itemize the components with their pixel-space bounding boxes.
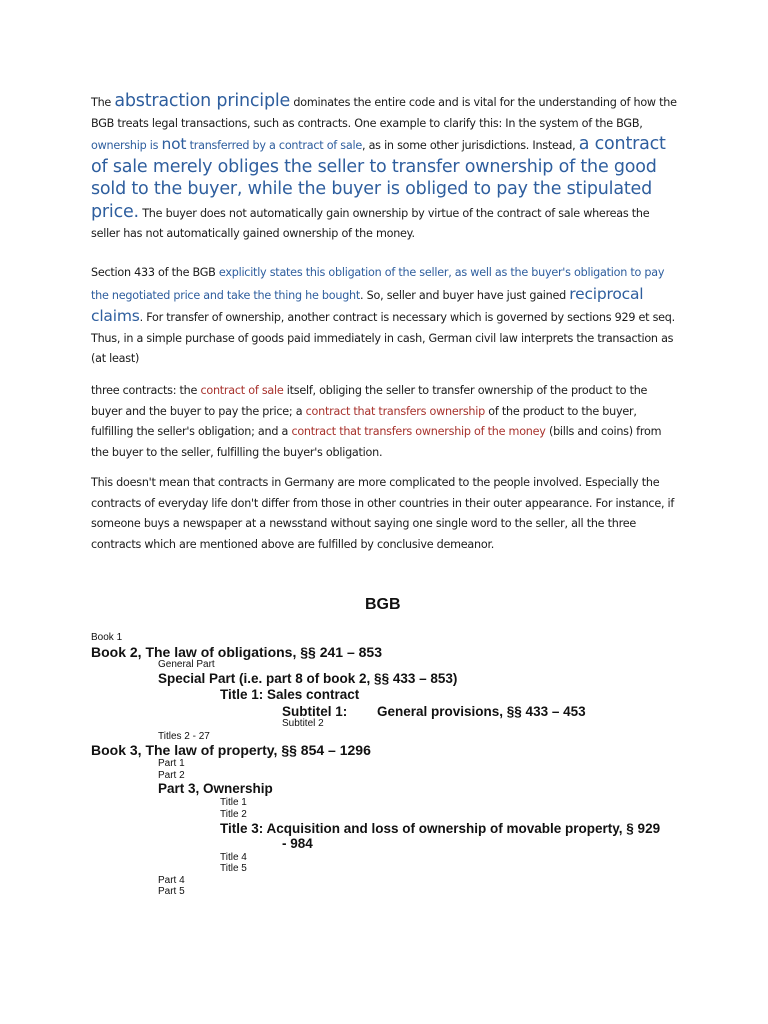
outline-part-2: Part 2 <box>158 770 185 781</box>
text-span: . For transfer of ownership, another contract is necessary which is governed by sections 929 et seq. Thus, in a simple purchase of goods paid immediately in cash, German civil law interprets the transaction as (at least) <box>91 311 675 365</box>
outline-special-part: Special Part (i.e. part 8 of book 2, §§ 433 – 853) <box>158 671 458 686</box>
outline-part-1: Part 1 <box>158 758 185 769</box>
text-span: three contracts: the <box>91 384 201 397</box>
term-contract-of-sale: contract of sale <box>200 384 284 397</box>
outline-titles-2-27: Titles 2 - 27 <box>158 731 210 742</box>
text-span: . So, seller and buyer have just gained <box>360 288 570 302</box>
outline-part-3-title-1: Title 1 <box>220 797 247 808</box>
highlight-obligations: explicitly states this obligation of the seller, as well as the buyer's obligation to pay the negotiated price and take the thing he bought <box>91 266 665 302</box>
text-span: dominates the entire code and is vital for the understanding of how the BGB treats legal transactions, such as contracts. One example to clarify this: In the system of the BGB, <box>91 96 677 130</box>
paragraph-abstraction-principle <box>91 91 681 245</box>
term-contract-transfers-ownership: contract that transfers ownership <box>305 404 485 418</box>
highlight-span: ownership is <box>91 139 162 152</box>
text-span: , as in some other jurisdictions. Instead, <box>361 139 579 152</box>
highlight-span: transferred by a contract of sale <box>186 139 362 152</box>
outline-book-3: Book 3, The law of property, §§ 854 – 1296 <box>91 742 371 758</box>
outline-part-3-title-4: Title 4 <box>220 852 247 863</box>
paragraph-everyday-contracts: This doesn't mean that contracts in Germany are more complicated to the people involved. Especially the contracts of everyday life don't differ from those in other countries in their outer appearance. For instance, if someone buys a newspaper at a newsstand without saying one single word to the seller, all the three contracts which are mentioned above are fulfilled by conclusive demeanor. <box>91 476 675 551</box>
outline-part-3-title-3: Title 3: Acquisition and loss of ownership of movable property, § 929 <box>220 821 661 836</box>
outline-part-5: Part 5 <box>158 886 185 897</box>
outline-book-2: Book 2, The law of obligations, §§ 241 – 853 <box>91 644 382 660</box>
outline-part-3-title-5: Title 5 <box>220 863 247 874</box>
term-abstraction-principle: abstraction principle <box>114 91 291 111</box>
outline-part-3-title-3-continued: - 984 <box>282 836 313 851</box>
outline-subtitel-1-text: General provisions, §§ 433 – 453 <box>377 704 586 719</box>
text-span: Section 433 of the BGB <box>91 266 219 279</box>
text-span: The <box>91 96 115 109</box>
outline-part-3: Part 3, Ownership <box>158 781 273 796</box>
outline-heading: BGB <box>365 596 401 613</box>
outline-title-1-sales: Title 1: Sales contract <box>220 687 360 702</box>
outline-book-1: Book 1 <box>91 632 123 643</box>
outline-general-part: General Part <box>158 659 215 670</box>
outline-subtitel-1-label: Subtitel 1: <box>282 704 348 719</box>
term-reciprocal-claims: reciprocal claims <box>91 284 644 325</box>
highlight-contract-of-sale-obligation: a contract of sale merely obliges the seller to transfer ownership of the good sold to the buyer, while the buyer is obliged to pay the stipulated price. <box>91 134 666 222</box>
text-span: (bills and coins) from the buyer to the seller, fulfilling the buyer's obligation. <box>91 425 662 459</box>
text-span: itself, obliging the seller to transfer ownership of the product to the buyer and the buyer to pay the price; a <box>91 384 648 418</box>
outline-subtitel-2: Subtitel 2 <box>282 718 324 729</box>
outline-part-3-title-2: Title 2 <box>220 809 247 820</box>
text-span: of the product to the buyer, fulfilling the seller's obligation; and a <box>91 404 637 438</box>
text-span: The buyer does not automatically gain ownership by virtue of the contract of sale whereas the seller has not automatically gained ownership of the money. <box>91 206 650 240</box>
outline-part-4: Part 4 <box>158 875 185 886</box>
paragraph-three-contracts <box>91 381 681 463</box>
term-contract-transfers-money: contract that transfers ownership of the money <box>291 425 546 438</box>
paragraph-section-433 <box>91 263 681 370</box>
highlight-not: not <box>161 135 187 153</box>
